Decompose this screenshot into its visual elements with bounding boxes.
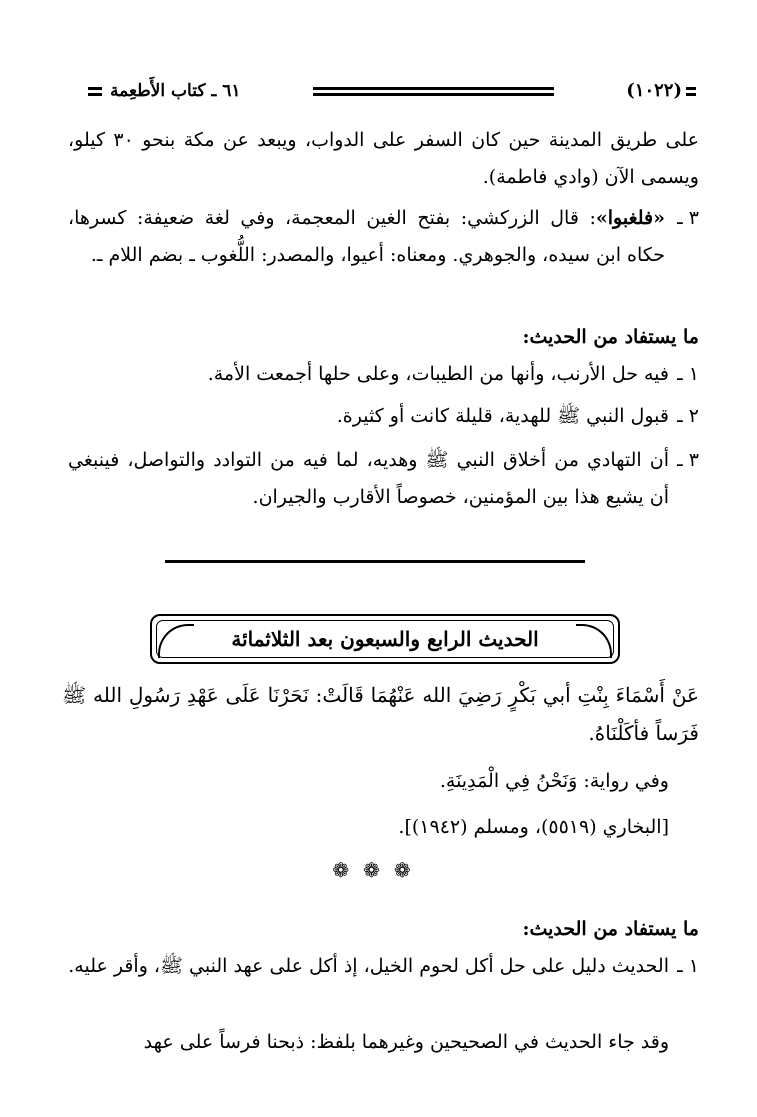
benefit-item: فيه حل الأرنب، وأنها من الطيبات، وعلى حلها أجمعت الأمة. — [207, 363, 669, 385]
header-rule-cap-left — [88, 87, 102, 96]
benefit-item: أن التهادي من أخلاق النبي ﷺ وهديه، لما فيه من التوادد والتواصل، فينبغي أن يشيع هذا بين المؤمنين، خصوصاً الأقارب والجيران. — [68, 449, 669, 508]
book-title: ٦١ ـ كتاب الأَطعِمة — [110, 81, 241, 101]
note-number: ٣ ـ — [677, 207, 699, 229]
source-citation: [البخاري (٥٥١٩)، ومسلم (١٩٤٢)]. — [398, 816, 669, 838]
benefit-number: ١ ـ — [677, 955, 699, 977]
note-item — [68, 200, 665, 274]
benefit-number: ١ ـ — [677, 363, 699, 385]
header-rule — [313, 87, 554, 96]
running-header — [88, 80, 696, 104]
hadith-title: الحديث الرابع والسبعون بعد الثلاثمائة — [231, 627, 539, 651]
benefits-heading: ما يستفاد من الحديث: — [522, 326, 699, 348]
hadith-title-box — [150, 614, 620, 664]
narration-note: وفي رواية: وَنَحْنُ فِي الْمَدِينَةِ. — [439, 770, 669, 792]
benefit-number: ٢ ـ — [677, 405, 699, 427]
header-rule-cap — [686, 87, 696, 96]
hadith-text: عَنْ أَسْمَاءَ بِنْتِ أبي بَكْرٍ رَضِيَ الله عَنْهُمَا قَالَتْ: نَحَرْنَا عَلَى عَهْدِ رَسُولِ الله ﷺ فَرَساً فأكَلْنَاهُ. — [62, 683, 699, 745]
separator-ornaments: ❁❁❁ — [332, 858, 425, 882]
paragraph-trailing: وقد جاء الحديث في الصحيحين وغيرهما بلفظ: ذبحنا فرساً على عهد — [143, 1031, 669, 1053]
benefit-item: قبول النبي ﷺ للهدية، قليلة كانت أو كثيرة. — [336, 405, 669, 427]
note-text: : قال الزركشي: بفتح الغين المعجمة، وفي لغة ضعيفة: كسرها، حكاه ابن سيده، والجوهري. ومعناه: أعيوا، والمصدر: اللُّغوب ـ بضم اللام ـ. — [68, 207, 665, 266]
note-term: «فلغبوا» — [595, 207, 665, 229]
section-divider — [165, 560, 585, 563]
benefit-number: ٣ ـ — [677, 449, 699, 471]
benefits-heading-2: ما يستفاد من الحديث: — [522, 918, 699, 940]
paragraph-continued: على طريق المدينة حين كان السفر على الدواب، ويبعد عن مكة بنحو ٣٠ كيلو، ويسمى الآن (وادي فاطمة). — [68, 129, 699, 188]
benefit-item: الحديث دليل على حل أكل لحوم الخيل، إذ أكل على عهد النبي ﷺ، وأقر عليه. — [68, 955, 669, 977]
page-number: (١٠٢٢) — [626, 80, 682, 101]
